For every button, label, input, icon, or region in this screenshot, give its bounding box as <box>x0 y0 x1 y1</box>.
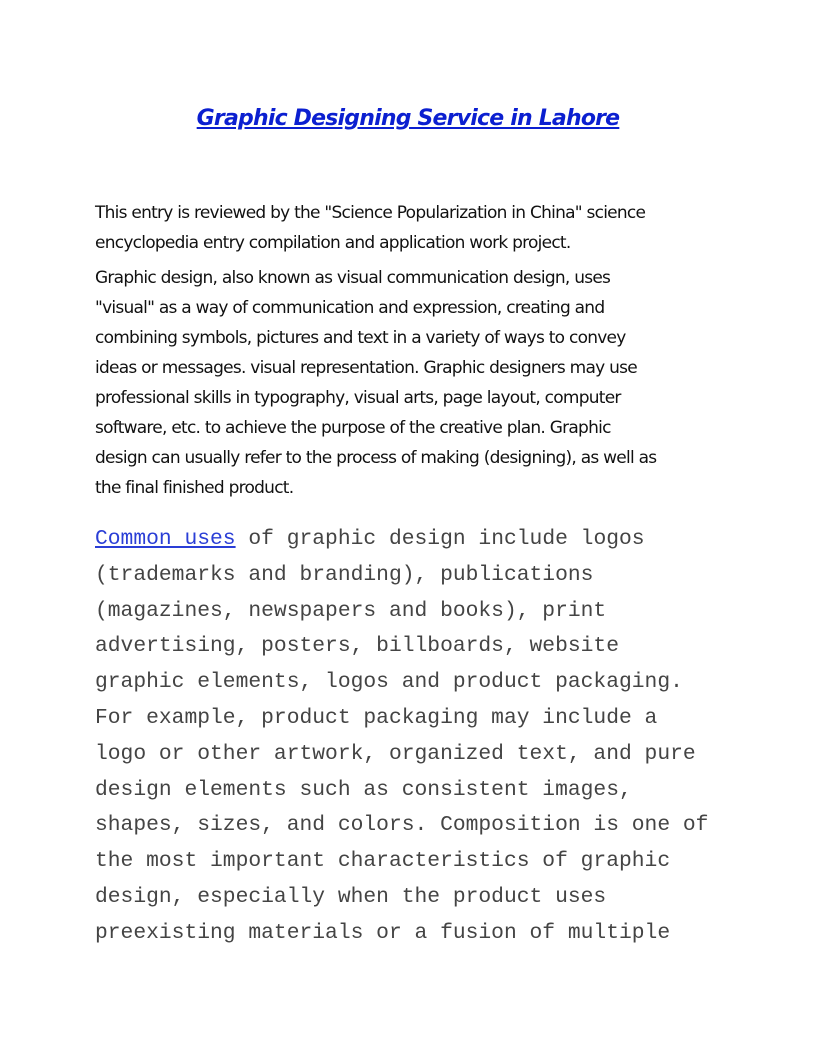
text-line: combining symbols, pictures and text in a variety of ways to convey <box>95 328 626 348</box>
text-line: Graphic design, also known as visual communication design, uses <box>95 268 611 288</box>
text-line: shapes, sizes, and colors. Composition is one of <box>95 813 709 838</box>
text-line: professional skills in typography, visual arts, page layout, computer <box>95 388 621 408</box>
title-link[interactable]: Graphic Designing Service in Lahore <box>196 106 620 131</box>
text-line: design, especially when the product uses <box>95 884 607 909</box>
text-line: (magazines, newspapers and books), print <box>95 598 607 623</box>
text-fragment: of graphic design include logos <box>235 527 645 551</box>
page-title <box>0 103 816 135</box>
text-line: the most important characteristics of graphic <box>95 849 671 874</box>
text-line: ideas or messages. visual representation. Graphic designers may use <box>95 358 637 378</box>
text-line: the final finished product. <box>95 478 294 498</box>
definition-paragraph <box>95 263 735 503</box>
text-line: graphic elements, logos and product packaging. <box>95 670 683 695</box>
text-line: advertising, posters, billboards, website <box>95 634 619 659</box>
text-line: This entry is reviewed by the "Science Popularization in China" science <box>95 203 646 223</box>
text-line <box>95 522 785 558</box>
text-line: encyclopedia entry compilation and application work project. <box>95 233 571 253</box>
text-line: design elements such as consistent images, <box>95 777 632 802</box>
intro-paragraph <box>95 198 735 258</box>
common-uses-link[interactable]: Common uses <box>95 527 236 551</box>
text-line: "visual" as a way of communication and expression, creating and <box>95 298 605 318</box>
text-line: logo or other artwork, organized text, and pure <box>95 741 696 766</box>
text-line: For example, product packaging may include a <box>95 705 658 730</box>
text-line: design can usually refer to the process of making (designing), as well as <box>95 448 657 468</box>
text-line: (trademarks and branding), publications <box>95 562 594 587</box>
uses-paragraph <box>95 522 785 952</box>
text-line: software, etc. to achieve the purpose of the creative plan. Graphic <box>95 418 611 438</box>
text-line: preexisting materials or a fusion of multiple <box>95 920 671 945</box>
